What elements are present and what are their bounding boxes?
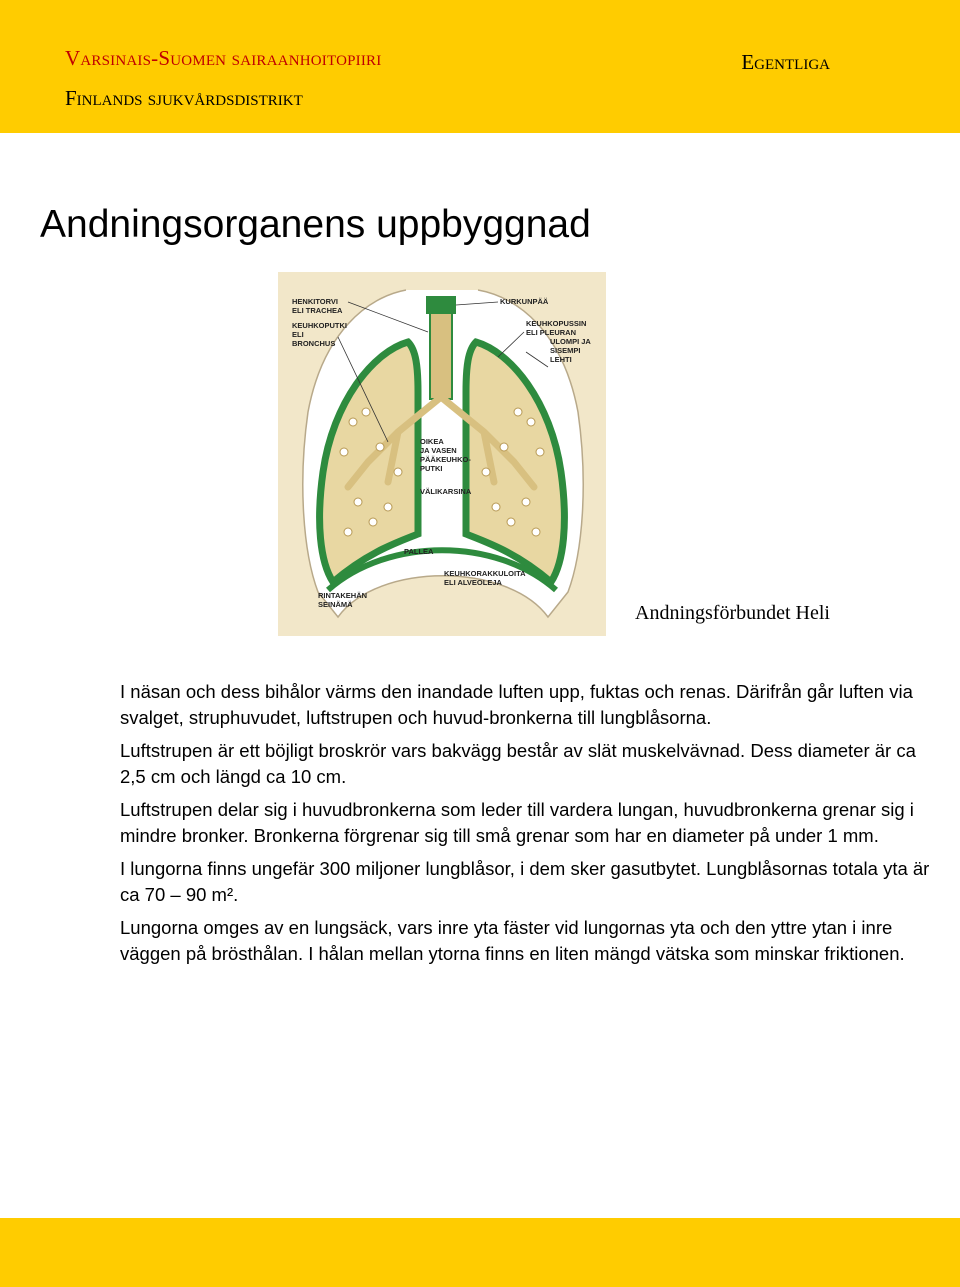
section-label: Egentliga: [741, 50, 830, 74]
label-pleura: KEUHKOPUSSIN ELI PLEURAN ULOMPI JA SISEMPI LEHTI: [526, 319, 591, 364]
label-bronchus: KEUHKOPUTKI ELI BRONCHUS: [292, 321, 348, 348]
paragraph: I lungorna finns ungefär 300 miljoner lungblåsor, i dem sker gasutbytet. Lungblåsornas totala yta är ca 70 – 90 m².: [120, 858, 930, 905]
label-diaphragm: PALLEA: [404, 547, 434, 556]
label-mediastinum: VÄLIKARSINA: [420, 487, 472, 496]
respiratory-diagram: [278, 272, 606, 636]
larynx: [426, 296, 456, 314]
label-alveoli: KEUHKORAKKULOITA ELI ALVEOLEJA: [444, 569, 526, 587]
label-main-bronchi: OIKEA JA VASEN PÄÄKEUHKO-PUTKI: [420, 437, 471, 473]
footer-band: [0, 1218, 960, 1287]
label-larynx: KURKUNPÄÄ: [500, 297, 549, 306]
body-text: [120, 679, 940, 974]
image-credit: Andningsförbundet Heli: [635, 602, 830, 624]
label-trachea: HENKITORVI ELI TRACHEA: [292, 297, 343, 315]
paragraph: Luftstrupen är ett böjligt broskrör vars bakvägg består av slät muskelvävnad. Dess diameter är ca 2,5 cm och längd ca 10 cm.: [120, 740, 916, 787]
organization-name: Varsinais-Suomen sairaanhoitopiiri: [65, 46, 382, 70]
organization-name-swedish: Finlands sjukvårdsdistrikt: [65, 86, 303, 110]
paragraph: I näsan och dess bihålor värms den inandade luften upp, fuktas och renas. Därifrån går luften via svalget, struphuvudet, luftstrupen och huvud-bronkerna till lungblåsorna.: [120, 681, 913, 728]
label-chest-wall: RINTAKEHÄN SEINÄMÄ: [318, 591, 368, 609]
paragraph: Lungorna omges av en lungsäck, vars inre yta fäster vid lungornas yta och den yttre ytan i inre väggen på brösthålan. I hålan mellan ytorna finns en liten mängd vätska som minskar friktionen.: [120, 917, 905, 964]
trachea: [430, 307, 452, 399]
paragraph: Luftstrupen delar sig i huvudbronkerna som leder till vardera lungan, huvudbronkerna grenar sig i mindre bronker. Bronkerna förgrenar sig till små grenar som har en diameter på under 1 mm.: [120, 799, 914, 846]
page-title: Andningsorganens uppbyggnad: [40, 203, 591, 246]
